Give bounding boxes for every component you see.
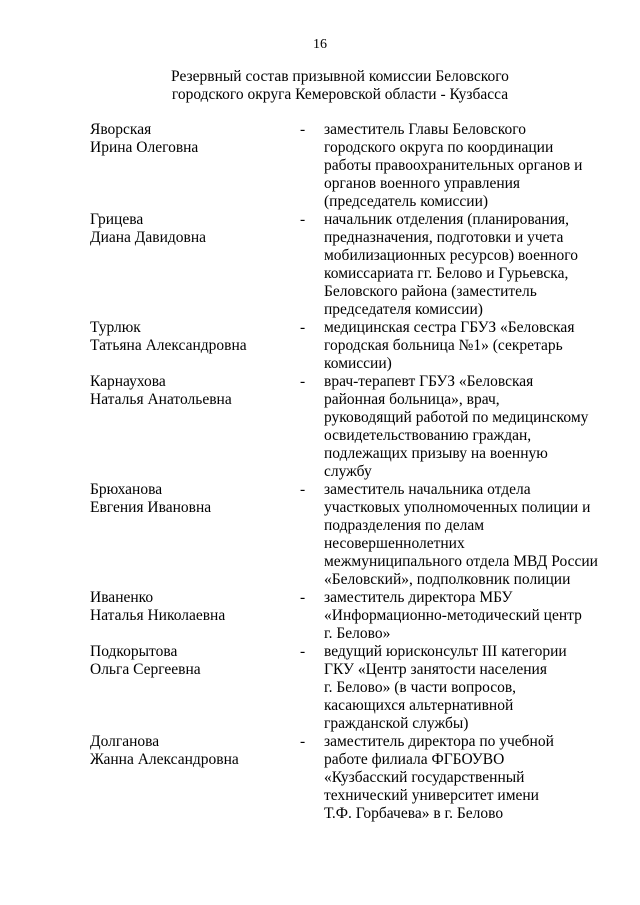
dash-separator: - <box>300 373 306 390</box>
member-role-line: (председатель комиссии) <box>324 193 489 210</box>
member-given-names: Татьяна Александровна <box>90 337 247 354</box>
member-role <box>324 733 594 823</box>
member-surname: Подкорытова <box>90 643 178 660</box>
member-role-line: комиссии) <box>324 355 392 372</box>
document-title-line: городского округа Кемеровской области - Кузбасса <box>171 86 509 103</box>
member-role-line: межмуниципального отдела МВД России <box>324 553 598 570</box>
member-role-line: руководящий работой по медицинскому <box>324 409 589 426</box>
member-role-line: г. Белово» (в части вопросов, <box>324 679 517 696</box>
dash-separator: - <box>300 211 306 228</box>
member-role-line: врач-терапевт ГБУЗ «Беловская <box>324 373 534 390</box>
member-list <box>90 121 600 823</box>
member-name <box>90 733 300 769</box>
member-role-line: районная больница», врач, <box>324 391 500 408</box>
member-name <box>90 373 300 409</box>
member-role-line: «Беловский», подполковник полиции <box>324 571 571 588</box>
member-entry <box>90 373 600 481</box>
member-given-names: Диана Давидовна <box>90 229 206 246</box>
member-entry <box>90 319 600 373</box>
dash-separator: - <box>300 121 306 138</box>
member-role-line: мобилизационных ресурсов) военного <box>324 247 579 264</box>
member-role-line: городская больница №1» (секретарь <box>324 337 563 354</box>
member-role-line: Беловского района (заместитель <box>324 283 537 300</box>
member-role-line: предназначения, подготовки и учета <box>324 229 564 246</box>
member-given-names: Ирина Олеговна <box>90 139 199 156</box>
member-role-line: г. Белово» <box>324 625 391 642</box>
member-role <box>324 589 594 643</box>
member-role-line: органов военного управления <box>324 175 521 192</box>
member-role <box>324 121 594 211</box>
member-surname: Иваненко <box>90 589 154 606</box>
member-entry <box>90 589 600 643</box>
member-name <box>90 211 300 247</box>
member-role-line: несовершеннолетних <box>324 535 465 552</box>
member-role-line: комиссариата гг. Белово и Гурьевска, <box>324 265 569 282</box>
document-title-line: Резервный состав призывной комиссии Беловского <box>171 68 509 85</box>
member-given-names: Наталья Анатольевна <box>90 391 232 408</box>
member-given-names: Евгения Ивановна <box>90 499 212 516</box>
member-surname: Грицева <box>90 211 144 228</box>
document-title <box>100 68 580 104</box>
member-surname: Яворская <box>90 121 152 138</box>
member-role-line: заместитель начальника отдела <box>324 481 531 498</box>
member-role-line: ведущий юрисконсульт III категории <box>324 643 567 660</box>
member-role-line: Т.Ф. Горбачева» в г. Белово <box>324 805 504 822</box>
dash-separator: - <box>300 643 306 660</box>
member-role-line: службу <box>324 463 372 480</box>
member-role-line: работе филиала ФГБОУВО <box>324 751 505 768</box>
member-role <box>324 481 598 589</box>
member-entry <box>90 481 600 589</box>
member-entry <box>90 121 600 211</box>
member-role-line: медицинская сестра ГБУЗ «Беловская <box>324 319 575 336</box>
member-role-line: заместитель директора по учебной <box>324 733 554 750</box>
member-name <box>90 589 300 625</box>
member-given-names: Ольга Сергеевна <box>90 661 201 678</box>
member-role-line: «Информационно-методический центр <box>324 607 582 624</box>
member-surname: Карнаухова <box>90 373 166 390</box>
member-entry <box>90 211 600 319</box>
member-name <box>90 121 300 157</box>
member-role-line: освидетельствованию граждан, <box>324 427 532 444</box>
member-role-line: работы правоохранительных органов и <box>324 157 583 174</box>
member-entry <box>90 643 600 733</box>
member-role-line: «Кузбасский государственный <box>324 769 525 786</box>
member-role-line: подразделения по делам <box>324 517 485 534</box>
member-role-line: председателя комиссии) <box>324 301 483 318</box>
member-surname: Долганова <box>90 733 160 750</box>
member-role-line: подлежащих призыву на военную <box>324 445 548 462</box>
member-entry <box>90 733 600 823</box>
member-surname: Турлюк <box>90 319 141 336</box>
dash-separator: - <box>300 319 306 336</box>
member-name <box>90 481 300 517</box>
dash-separator: - <box>300 733 306 750</box>
member-role-line: заместитель Главы Беловского <box>324 121 526 138</box>
member-role-line: участковых уполномоченных полиции и <box>324 499 591 516</box>
member-name <box>90 319 300 355</box>
page-number: 16 <box>313 37 327 52</box>
member-role-line: технический университет имени <box>324 787 539 804</box>
dash-separator: - <box>300 589 306 606</box>
member-given-names: Наталья Николаевна <box>90 607 226 624</box>
member-role-line: городского округа по координации <box>324 139 554 156</box>
member-name <box>90 643 300 679</box>
member-role <box>324 211 594 319</box>
member-role <box>324 319 594 373</box>
member-role-line: гражданской службы) <box>324 715 469 732</box>
dash-separator: - <box>300 481 306 498</box>
member-role-line: касающихся альтернативной <box>324 697 514 714</box>
member-surname: Брюханова <box>90 481 163 498</box>
member-role <box>324 643 594 733</box>
member-given-names: Жанна Александровна <box>90 751 239 768</box>
member-role-line: заместитель директора МБУ <box>324 589 513 606</box>
member-role <box>324 373 594 481</box>
member-role-line: ГКУ «Центр занятости населения <box>324 661 547 678</box>
member-role-line: начальник отделения (планирования, <box>324 211 570 228</box>
